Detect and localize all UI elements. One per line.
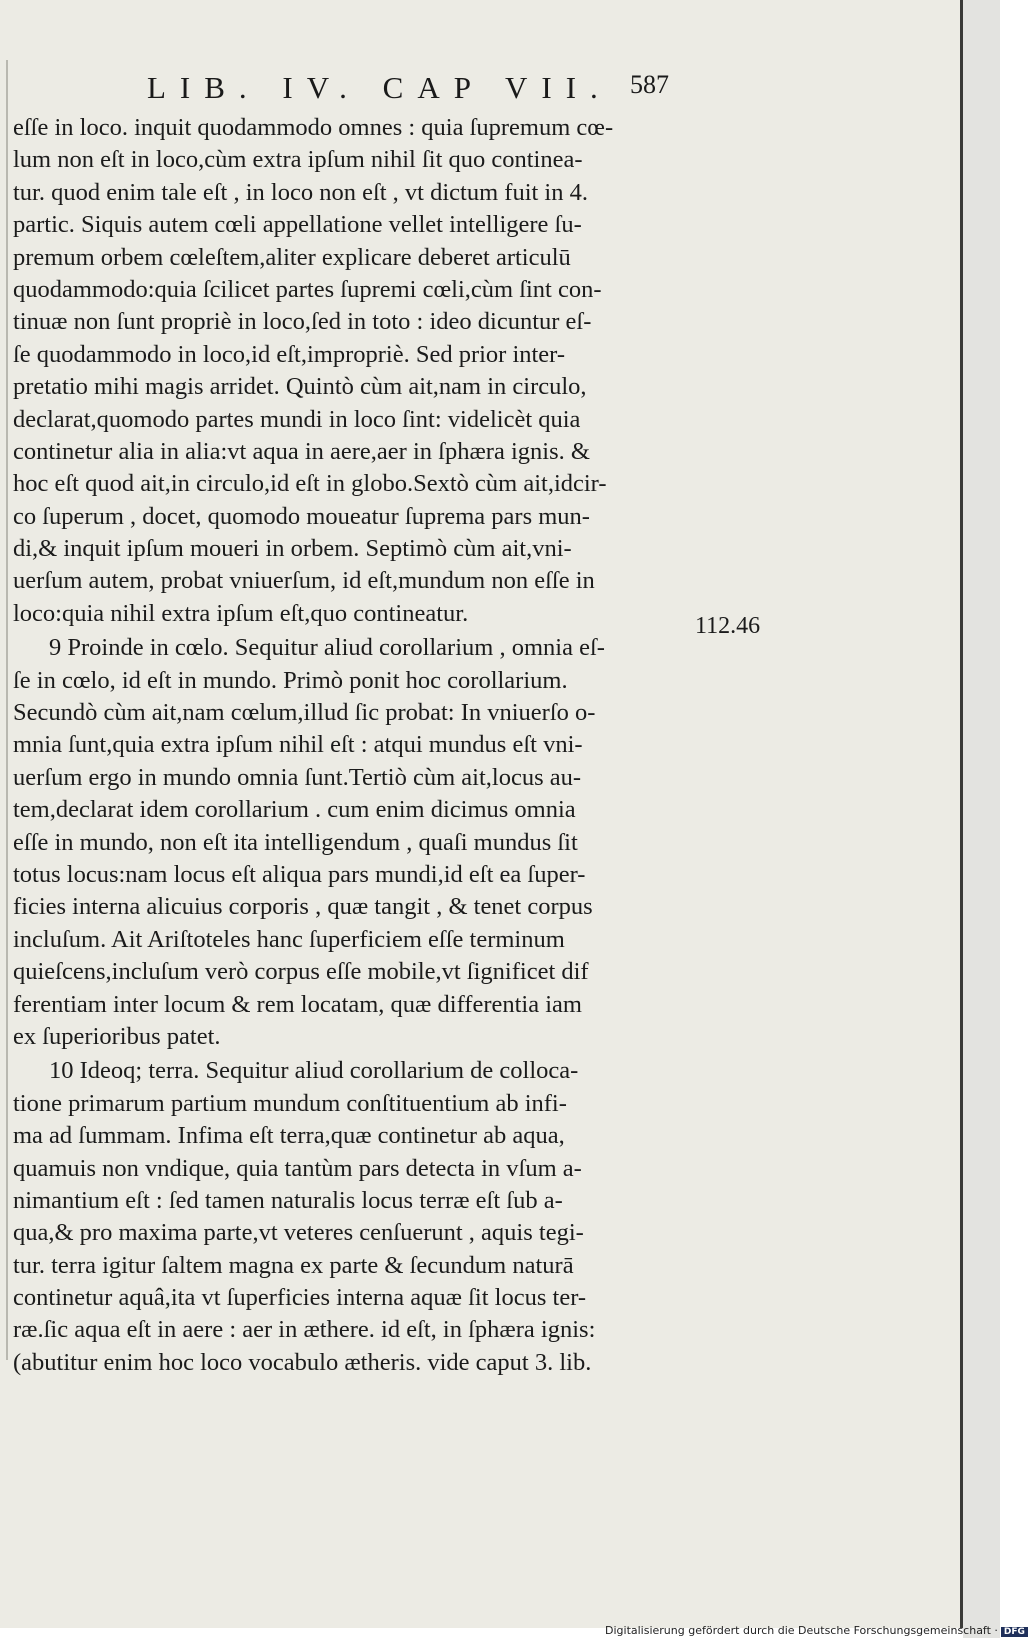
text-line: tem,declarat idem corollarium . cum enim dicimus omnia — [13, 796, 576, 824]
text-line: tinuæ non ſunt propriè in loco,ſed in toto : ideo dicuntur eſ- — [13, 308, 592, 336]
paragraph — [13, 632, 693, 1053]
text-line: ræ.ſic aqua eſt in aere : aer in æthere. id eſt, in ſphæra ignis: — [13, 1316, 596, 1344]
text-line: uerſum ergo in mundo omnia ſunt.Tertiò cùm ait,locus au- — [13, 763, 582, 791]
text-line: ma ad ſummam. Infima eſt terra,quæ continetur ab aqua, — [13, 1122, 565, 1150]
text-line: partic. Siquis autem cœli appellatione vellet intelligere ſu- — [13, 211, 582, 239]
text-line: di,& inquit ipſum moueri in orbem. Septimò cùm ait,vni- — [13, 535, 572, 563]
dfg-logo: DFG — [1001, 1627, 1028, 1637]
text-line: loco:quia nihil extra ipſum eſt,quo contineatur. — [13, 599, 469, 627]
text-line: Secundò cùm ait,nam cœlum,illud ſic probat: In vniuerſo o- — [13, 699, 596, 727]
text-line: ficies interna alicuius corporis , quæ tangit , & tenet corpus — [13, 893, 593, 921]
text-line: ferentiam inter locum & rem locatam, quæ differentia iam — [13, 990, 582, 1018]
paragraph — [13, 1055, 693, 1379]
text-line: incluſum. Ait Ariſtoteles hanc ſuperficiem eſſe terminum — [13, 925, 565, 953]
text-line: pretatio mihi magis arridet. Quintò cùm ait,nam in circulo, — [13, 373, 587, 401]
text-line: premum orbem cœleſtem,aliter explicare deberet articulū — [13, 243, 571, 271]
text-line: nimantium eſt : ſed tamen naturalis locus terræ eſt ſub a- — [13, 1186, 563, 1214]
text-line: quamuis non vndique, quia tantùm pars detecta in vſum a- — [13, 1154, 582, 1182]
text-line: qua,& pro maxima parte,vt veteres cenſuerunt , aquis tegi- — [13, 1219, 584, 1247]
text-line: lum non eſt in loco,cùm extra ipſum nihil ſit quo continea- — [13, 146, 583, 174]
body-text — [13, 112, 693, 1379]
text-line: (abutitur enim hoc loco vocabulo ætheris. vide caput 3. lib. — [13, 1348, 592, 1376]
text-line: tur. quod enim tale eſt , in loco non eſt , vt dictum fuit in 4. — [13, 178, 588, 206]
text-line: eſſe in loco. inquit quodammodo omnes : quia ſupremum cœ- — [13, 114, 614, 141]
text-line: ſe quodammodo in loco,id eſt,impropriè. Sed prior inter- — [13, 340, 566, 368]
text-line: co ſuperum , docet, quomodo moueatur ſuprema pars mun- — [13, 502, 590, 530]
text-line: mnia ſunt,quia extra ipſum nihil eſt : atqui mundus eſt vni- — [13, 731, 583, 759]
margin-note: 112.46 — [695, 613, 761, 639]
text-line: tur. terra igitur ſaltem magna ex parte & ſecundum naturā — [13, 1251, 574, 1279]
text-line: ex ſuperioribus patet. — [13, 1022, 221, 1050]
page-number: 587 — [630, 70, 669, 99]
text-line: eſſe in mundo, non eſt ita intelligendum , quaſi mundus ſit — [13, 828, 578, 856]
text-line: totus locus:nam locus eſt aliqua pars mundi,id eſt ea ſuper- — [13, 860, 586, 888]
gutter-rule — [6, 60, 8, 1360]
text-line: ſe in cœlo, id eſt in mundo. Primò ponit hoc corollarium. — [13, 666, 568, 694]
text-line: declarat,quomodo partes mundi in loco ſint: videlicèt quia — [13, 405, 581, 433]
text-line: uerſum autem, probat vniuerſum, id eſt,mundum non eſſe in — [13, 567, 595, 595]
text-line: continetur alia in alia:vt aqua in aere,aer in ſphæra ignis. & — [13, 437, 590, 465]
text-line: tione primarum partium mundum conſtituentium ab infi- — [13, 1089, 567, 1117]
page-edge — [963, 0, 1000, 1638]
text-line: quieſcens,incluſum verò corpus eſſe mobile,vt ſignificet dif — [13, 958, 589, 986]
text-line: quodammodo:quia ſcilicet partes ſupremi cœli,cùm ſint con- — [13, 275, 602, 303]
credit-text: Digitalisierung gefördert durch die Deutsche Forschungsgemeinschaft · — [605, 1624, 998, 1637]
text-line: 9 Proinde in cœlo. Sequitur aliud corollarium , omnia eſ- — [49, 634, 605, 662]
text-line: hoc eſt quod ait,in circulo,id eſt in globo.Sextò cùm ait,idcir- — [13, 470, 607, 498]
running-title: LIB. IV. CAP VII. — [147, 70, 612, 105]
text-line: 10 Ideoq; terra. Sequitur aliud corollarium de colloca- — [49, 1057, 579, 1085]
text-line: continetur aquâ,ita vt ſuperficies interna aquæ ſit locus ter- — [13, 1284, 587, 1312]
digitization-credit — [605, 1624, 1028, 1637]
paragraph — [13, 112, 693, 630]
